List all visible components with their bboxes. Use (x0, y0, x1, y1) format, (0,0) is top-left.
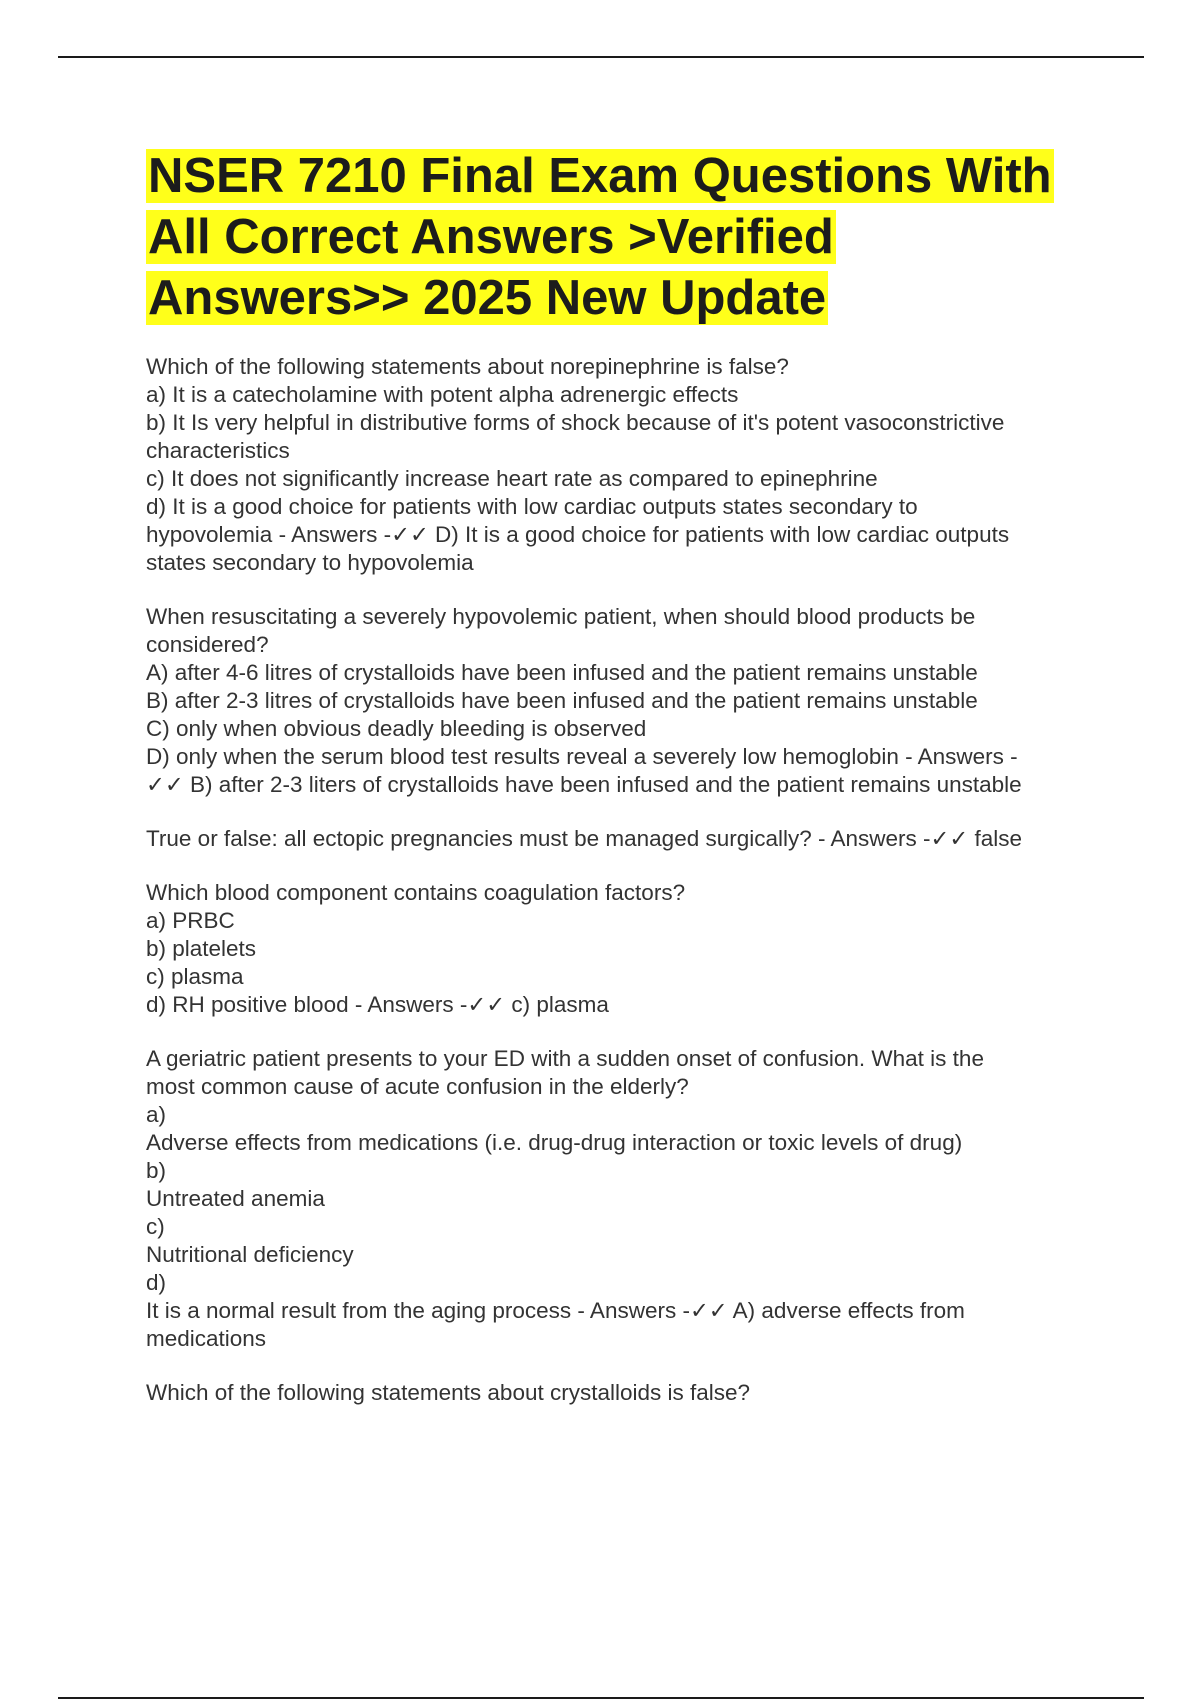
question-block (146, 825, 1096, 853)
option-line: d) (146, 1270, 167, 1295)
option-line: b) (146, 1158, 167, 1183)
answer-line: True or false: all ectopic pregnancies must be managed surgically? - Answers -✓✓ false (146, 826, 1023, 851)
option-line: d) It is a good choice for patients with low cardiac outputs states secondary to (146, 494, 918, 519)
questions-list (146, 353, 1096, 1433)
answer-line: ✓✓ B) after 2-3 liters of crystalloids have been infused and the patient remains unstable (146, 772, 1022, 797)
question-line: A geriatric patient presents to your ED with a sudden onset of confusion. What is the (146, 1046, 984, 1071)
question-line: Which of the following statements about crystalloids is false? (146, 1380, 751, 1405)
question-block (146, 353, 1096, 577)
option-line: B) after 2-3 litres of crystalloids have been infused and the patient remains unstable (146, 688, 978, 713)
option-line: D) only when the serum blood test results reveal a severely low hemoglobin - Answers - (146, 744, 1018, 769)
option-line: Nutritional deficiency (146, 1242, 354, 1267)
question-line: considered? (146, 632, 269, 657)
option-line: a) It is a catecholamine with potent alpha adrenergic effects (146, 382, 739, 407)
option-line: characteristics (146, 438, 290, 463)
answer-line: d) RH positive blood - Answers -✓✓ c) plasma (146, 992, 609, 1017)
header-divider (58, 56, 1144, 58)
option-line: a) (146, 1102, 167, 1127)
question-line: Which of the following statements about norepinephrine is false? (146, 354, 789, 379)
question-line: Which blood component contains coagulation factors? (146, 880, 686, 905)
question-block (146, 603, 1096, 799)
option-line: c) plasma (146, 964, 244, 989)
document-title (146, 146, 1066, 329)
footer-divider (58, 1697, 1144, 1699)
option-line: C) only when obvious deadly bleeding is observed (146, 716, 647, 741)
question-line: most common cause of acute confusion in the elderly? (146, 1074, 689, 1099)
answer-line: states secondary to hypovolemia (146, 550, 474, 575)
question-block (146, 1379, 1096, 1407)
answer-line: hypovolemia - Answers -✓✓ D) It is a good choice for patients with low cardiac outputs (146, 522, 1010, 547)
answer-line: medications (146, 1326, 267, 1351)
option-line: b) It Is very helpful in distributive forms of shock because of it's potent vasoconstrictive (146, 410, 1005, 435)
answer-line: It is a normal result from the aging process - Answers -✓✓ A) adverse effects from (146, 1298, 965, 1323)
option-line: Adverse effects from medications (i.e. drug-drug interaction or toxic levels of drug) (146, 1130, 963, 1155)
option-line: c) It does not significantly increase heart rate as compared to epinephrine (146, 466, 878, 491)
option-line: a) PRBC (146, 908, 235, 933)
question-line: When resuscitating a severely hypovolemic patient, when should blood products be (146, 604, 976, 629)
option-line: c) (146, 1214, 165, 1239)
question-block (146, 879, 1096, 1019)
option-line: b) platelets (146, 936, 257, 961)
option-line: A) after 4-6 litres of crystalloids have been infused and the patient remains unstable (146, 660, 978, 685)
title-highlight: NSER 7210 Final Exam Questions With All Correct Answers >Verified Answers>> 2025 New Update (148, 149, 1052, 325)
question-block (146, 1045, 1096, 1353)
option-line: Untreated anemia (146, 1186, 325, 1211)
